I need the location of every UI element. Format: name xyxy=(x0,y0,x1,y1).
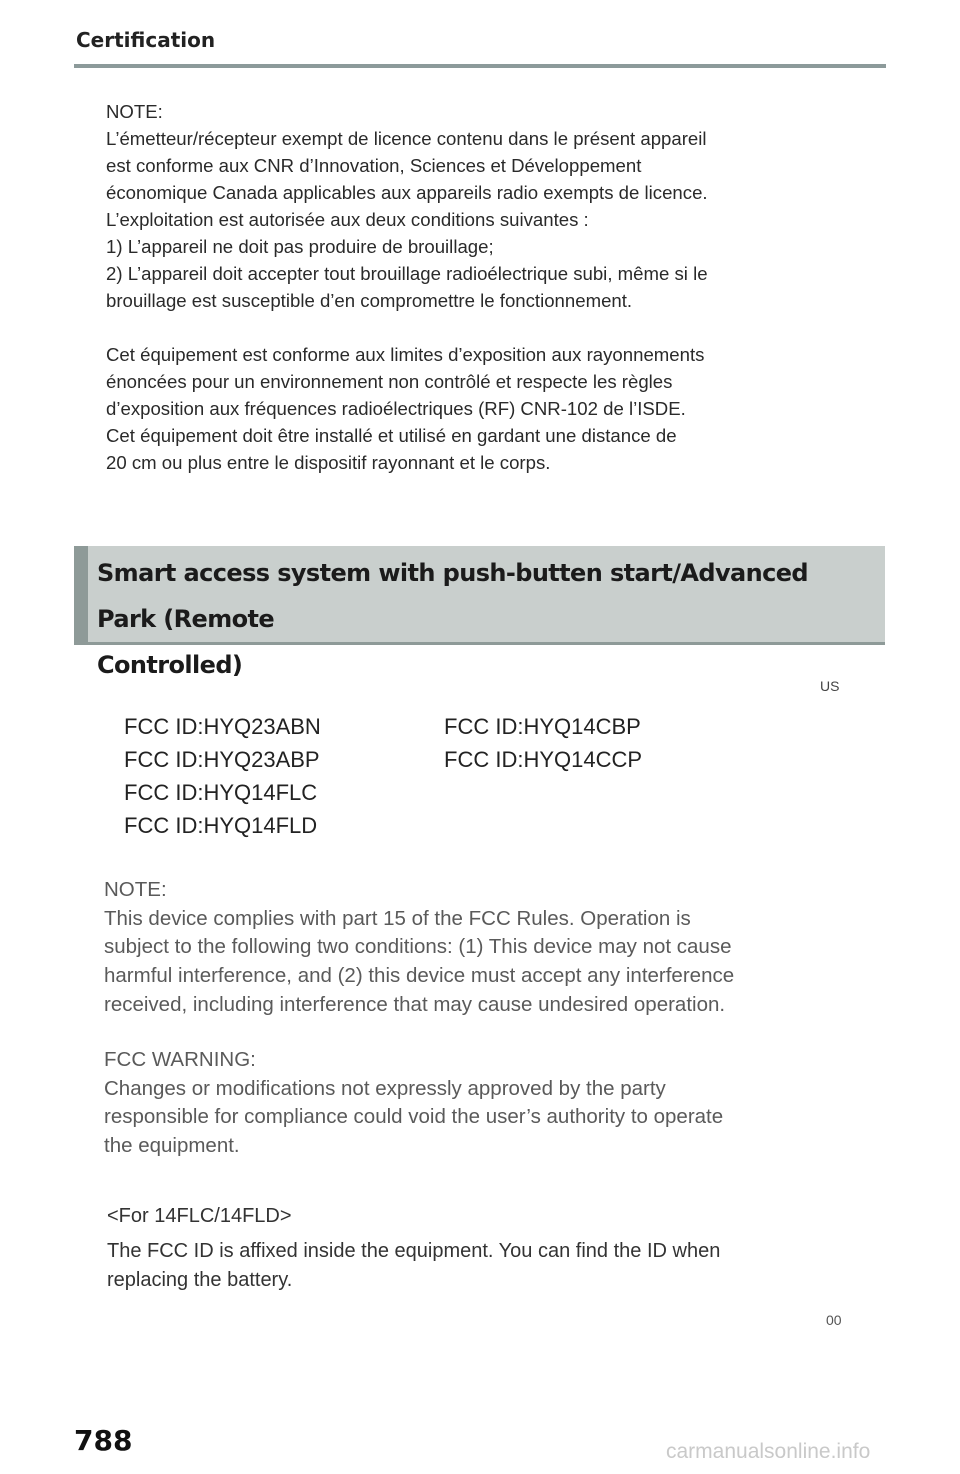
section-accent-bar xyxy=(74,546,88,642)
french-note-line: L’exploitation est autorisée aux deux conditions suivantes : xyxy=(106,209,589,230)
for-models-line: replacing the battery. xyxy=(107,1269,293,1291)
english-note-line: This device complies with part 15 of the FCC Rules. Operation is xyxy=(104,906,691,930)
code-tag: 00 xyxy=(826,1312,842,1328)
french-rf-line: énoncées pour un environnement non contrôlé et respecte les règles xyxy=(106,371,673,392)
for-models-heading: <For 14FLC/14FLD> xyxy=(107,1205,292,1227)
fcc-id-list-right xyxy=(444,710,642,776)
french-rf-line: Cet équipement doit être installé et utilisé en gardant une distance de xyxy=(106,425,677,446)
fcc-id: FCC ID:HYQ14FLC xyxy=(124,780,318,805)
french-note-line: brouillage est susceptible d’en compromettre le fonctionnement. xyxy=(106,290,633,311)
paragraph-gap xyxy=(106,314,846,341)
english-note-block xyxy=(104,876,844,1020)
french-note-line: 2) L’appareil doit accepter tout brouillage radioélectrique subi, même si le xyxy=(106,263,708,284)
english-note-line: subject to the following two conditions: (1) This device may not cause xyxy=(104,935,732,959)
fcc-warning-line: Changes or modifications not expressly approved by the party xyxy=(104,1076,666,1100)
english-note-line: NOTE: xyxy=(104,878,167,901)
english-note-line: harmful interference, and (2) this device must accept any interference xyxy=(104,964,735,988)
section-title-line: Smart access system with push-butten start/Advanced Park (Remote xyxy=(97,559,808,633)
fcc-id: FCC ID:HYQ14FLD xyxy=(124,813,318,838)
fcc-id-list-left xyxy=(124,710,321,842)
fcc-id: FCC ID:HYQ14CCP xyxy=(444,747,643,772)
fcc-warning-line: the equipment. xyxy=(104,1134,240,1158)
english-note-line: received, including interference that may cause undesired operation. xyxy=(104,992,726,1016)
page-header-title: Certification xyxy=(76,28,216,52)
section-title-line: Controlled) xyxy=(97,651,243,679)
french-note-line: 1) L’appareil ne doit pas produire de brouillage; xyxy=(106,236,494,257)
french-note-line: L’émetteur/récepteur exempt de licence contenu dans le présent appareil xyxy=(106,128,707,149)
fcc-warning-line: FCC WARNING: xyxy=(104,1048,256,1071)
header-divider xyxy=(74,64,886,68)
for-models-block xyxy=(107,1202,847,1295)
for-models-line: The FCC ID is affixed inside the equipment. You can find the ID when xyxy=(107,1240,721,1262)
french-rf-line: d’exposition aux fréquences radioélectriques (RF) CNR-102 de l’ISDE. xyxy=(106,398,686,419)
region-tag: US xyxy=(820,678,840,694)
fcc-warning-block xyxy=(104,1046,844,1161)
fcc-id: FCC ID:HYQ23ABN xyxy=(124,714,321,739)
watermark: carmanualsonline.info xyxy=(666,1440,871,1463)
page-number: 788 xyxy=(74,1424,133,1457)
french-note-block xyxy=(106,98,846,476)
french-rf-line: 20 cm ou plus entre le dispositif rayonnant et le corps. xyxy=(106,452,551,473)
french-note-line: est conforme aux CNR d’Innovation, Sciences et Développement xyxy=(106,155,642,176)
fcc-id: FCC ID:HYQ23ABP xyxy=(124,747,320,772)
section-title xyxy=(97,550,867,688)
french-rf-line: Cet équipement est conforme aux limites d’exposition aux rayonnements xyxy=(106,344,705,365)
fcc-warning-line: responsible for compliance could void the user’s authority to operate xyxy=(104,1105,724,1129)
fcc-id: FCC ID:HYQ14CBP xyxy=(444,714,641,739)
french-note-line: NOTE: xyxy=(106,101,163,122)
french-note-line: économique Canada applicables aux appareils radio exempts de licence. xyxy=(106,182,708,203)
